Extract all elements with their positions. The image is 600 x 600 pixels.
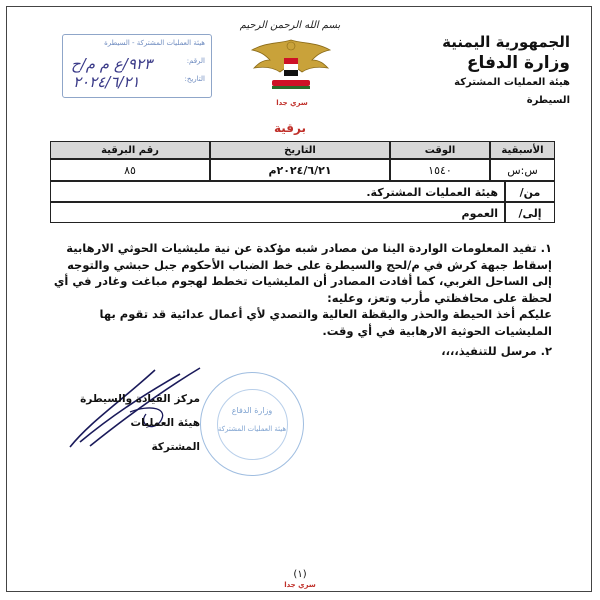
- department-name: السيطرة: [526, 95, 570, 106]
- paragraph-1: ١. تفيد المعلومات الواردة الينا من مصادر شبه مؤكدة عن نية مليشيات الحوثي الارهابية إسقاط جبهة كرش في م/لحج والسيطرة على خط الضباب الأحكوم جبل حبشي والتوجه إلى الساحل الغربي، كما أفادت المصادر أن المليشيات تخطط لهجوم مباغت وغادر في أي لحظة على محافظتي مأرب وتعز، وعليه:: [53, 241, 552, 305]
- stamp-number-handwritten: ٩٢٣/ع م م/ح: [71, 55, 153, 73]
- seal-text-1: وزارة الدفاع: [231, 406, 273, 415]
- paragraph-3: ٢. مرسل للتنفيذ،،،،: [441, 344, 552, 358]
- from-label: من/: [505, 181, 555, 202]
- authority-name: هيئة العمليات المشتركة: [454, 77, 570, 88]
- from-value: هيئة العمليات المشتركة.: [50, 181, 505, 202]
- value-priority: س:س: [490, 159, 555, 181]
- telegram-table: [50, 141, 555, 223]
- value-date: ٢٠٢٤/٦/٢١م: [210, 159, 390, 181]
- value-time: ١٥٤٠: [390, 159, 490, 181]
- registration-stamp: [62, 34, 212, 98]
- document-title: برقية: [273, 121, 306, 135]
- header-date: التاريخ: [210, 141, 390, 159]
- header-organization: [395, 32, 570, 108]
- signature-line-1: مركز القيادة والسيطرة: [80, 393, 200, 405]
- secret-label-top: سري جدا: [276, 99, 308, 107]
- header-time: الوقت: [390, 141, 490, 159]
- telegram-body: [52, 240, 552, 360]
- header-telegram-number: رقم البرقية: [50, 141, 210, 159]
- signature-block: [80, 387, 200, 459]
- to-value: العموم: [50, 202, 505, 223]
- value-telegram-number: ٨٥: [50, 159, 210, 181]
- paragraph-2: عليكم أخذ الحيطة والحذر واليقظة العالية والتصدي لأي أعمال عدائية قد تقوم بها المليشيات الحوثية الارهابية في أي وقت.: [99, 307, 552, 338]
- eagle-emblem-icon: [248, 34, 334, 96]
- stamp-number-label: الرقم:: [186, 57, 205, 65]
- to-label: إلى/: [505, 202, 555, 223]
- basmala: بسم الله الرحمن الرحيم: [239, 20, 341, 31]
- seal-text-2: هيئة العمليات المشتركة: [217, 425, 287, 433]
- ministry-name: وزارة الدفاع: [466, 53, 570, 73]
- signature-line-2: هيئة العمليات المشتركة: [130, 417, 200, 453]
- header-priority: الأسبقية: [490, 141, 555, 159]
- page-number: (١): [293, 569, 307, 580]
- stamp-date-handwritten: ٢٠٢٤/٦/٢١: [73, 73, 140, 91]
- secret-label-bottom: سري جدا: [284, 581, 316, 589]
- country-name: الجمهورية اليمنية: [442, 33, 570, 51]
- official-seal: [200, 372, 304, 476]
- stamp-title: هيئة العمليات المشتركة - السيطرة: [104, 39, 205, 47]
- stamp-date-label: التاريخ:: [184, 75, 205, 83]
